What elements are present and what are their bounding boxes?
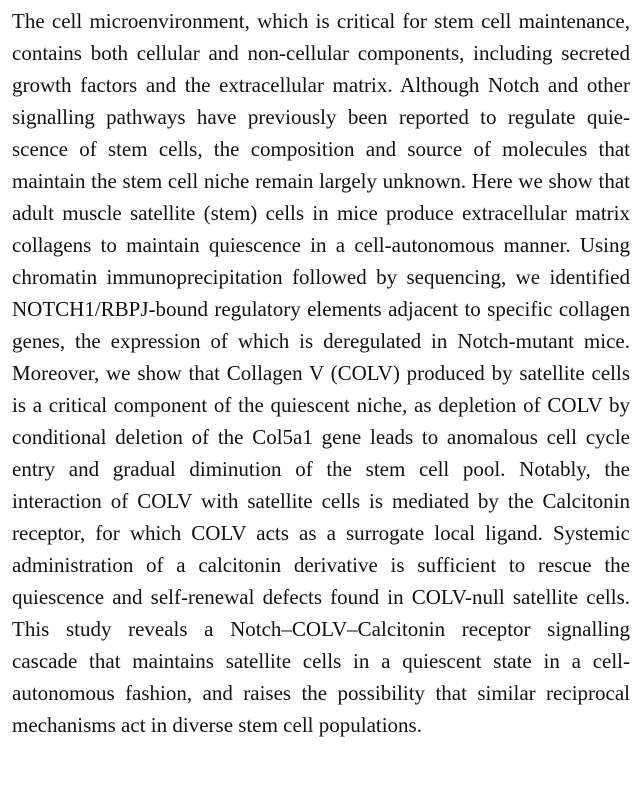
text-line: contains both cellular and non-cellular components, including secreted [12,41,630,65]
text-line: Moreover, we show that Collagen V (COLV) produced by satellite cells [12,361,630,385]
text-line: chromatin immunoprecipitation followed by sequencing, we identified [12,265,630,289]
text-line: quiescence and self-renewal defects found in COLV-null satellite cells. [12,585,630,609]
text-line: entry and gradual diminution of the stem cell pool. Notably, the [12,457,630,481]
text-line: cascade that maintains satellite cells in a quiescent state in a cell- [12,649,630,673]
text-line: This study reveals a Notch–COLV–Calcitonin receptor signalling [12,617,630,641]
text-line: NOTCH1/RBPJ-bound regulatory elements adjacent to specific collagen [12,297,630,321]
text-line: receptor, for which COLV acts as a surrogate local ligand. Systemic [12,521,630,545]
text-line: signalling pathways have previously been reported to regulate quie- [12,105,630,129]
text-line: adult muscle satellite (stem) cells in mice produce extracellular matrix [12,201,630,225]
text-line: autonomous fashion, and raises the possibility that similar reciprocal [12,681,630,705]
text-line: conditional deletion of the Col5a1 gene leads to anomalous cell cycle [12,425,630,449]
text-line: The cell microenvironment, which is critical for stem cell maintenance, [12,9,630,33]
text-line: mechanisms act in diverse stem cell populations. [12,713,422,737]
text-line: growth factors and the extracellular matrix. Although Notch and other [12,73,630,97]
text-line: interaction of COLV with satellite cells is mediated by the Calcitonin [12,489,630,513]
text-line: administration of a calcitonin derivative is sufficient to rescue the [12,553,630,577]
text-line: genes, the expression of which is deregulated in Notch-mutant mice. [12,329,630,353]
text-line: collagens to maintain quiescence in a cell-autonomous manner. Using [12,233,630,257]
abstract-paragraph [12,0,630,741]
text-line: scence of stem cells, the composition and source of molecules that [12,137,630,161]
text-line: is a critical component of the quiescent niche, as depletion of COLV by [12,393,630,417]
text-line: maintain the stem cell niche remain largely unknown. Here we show that [12,169,630,193]
